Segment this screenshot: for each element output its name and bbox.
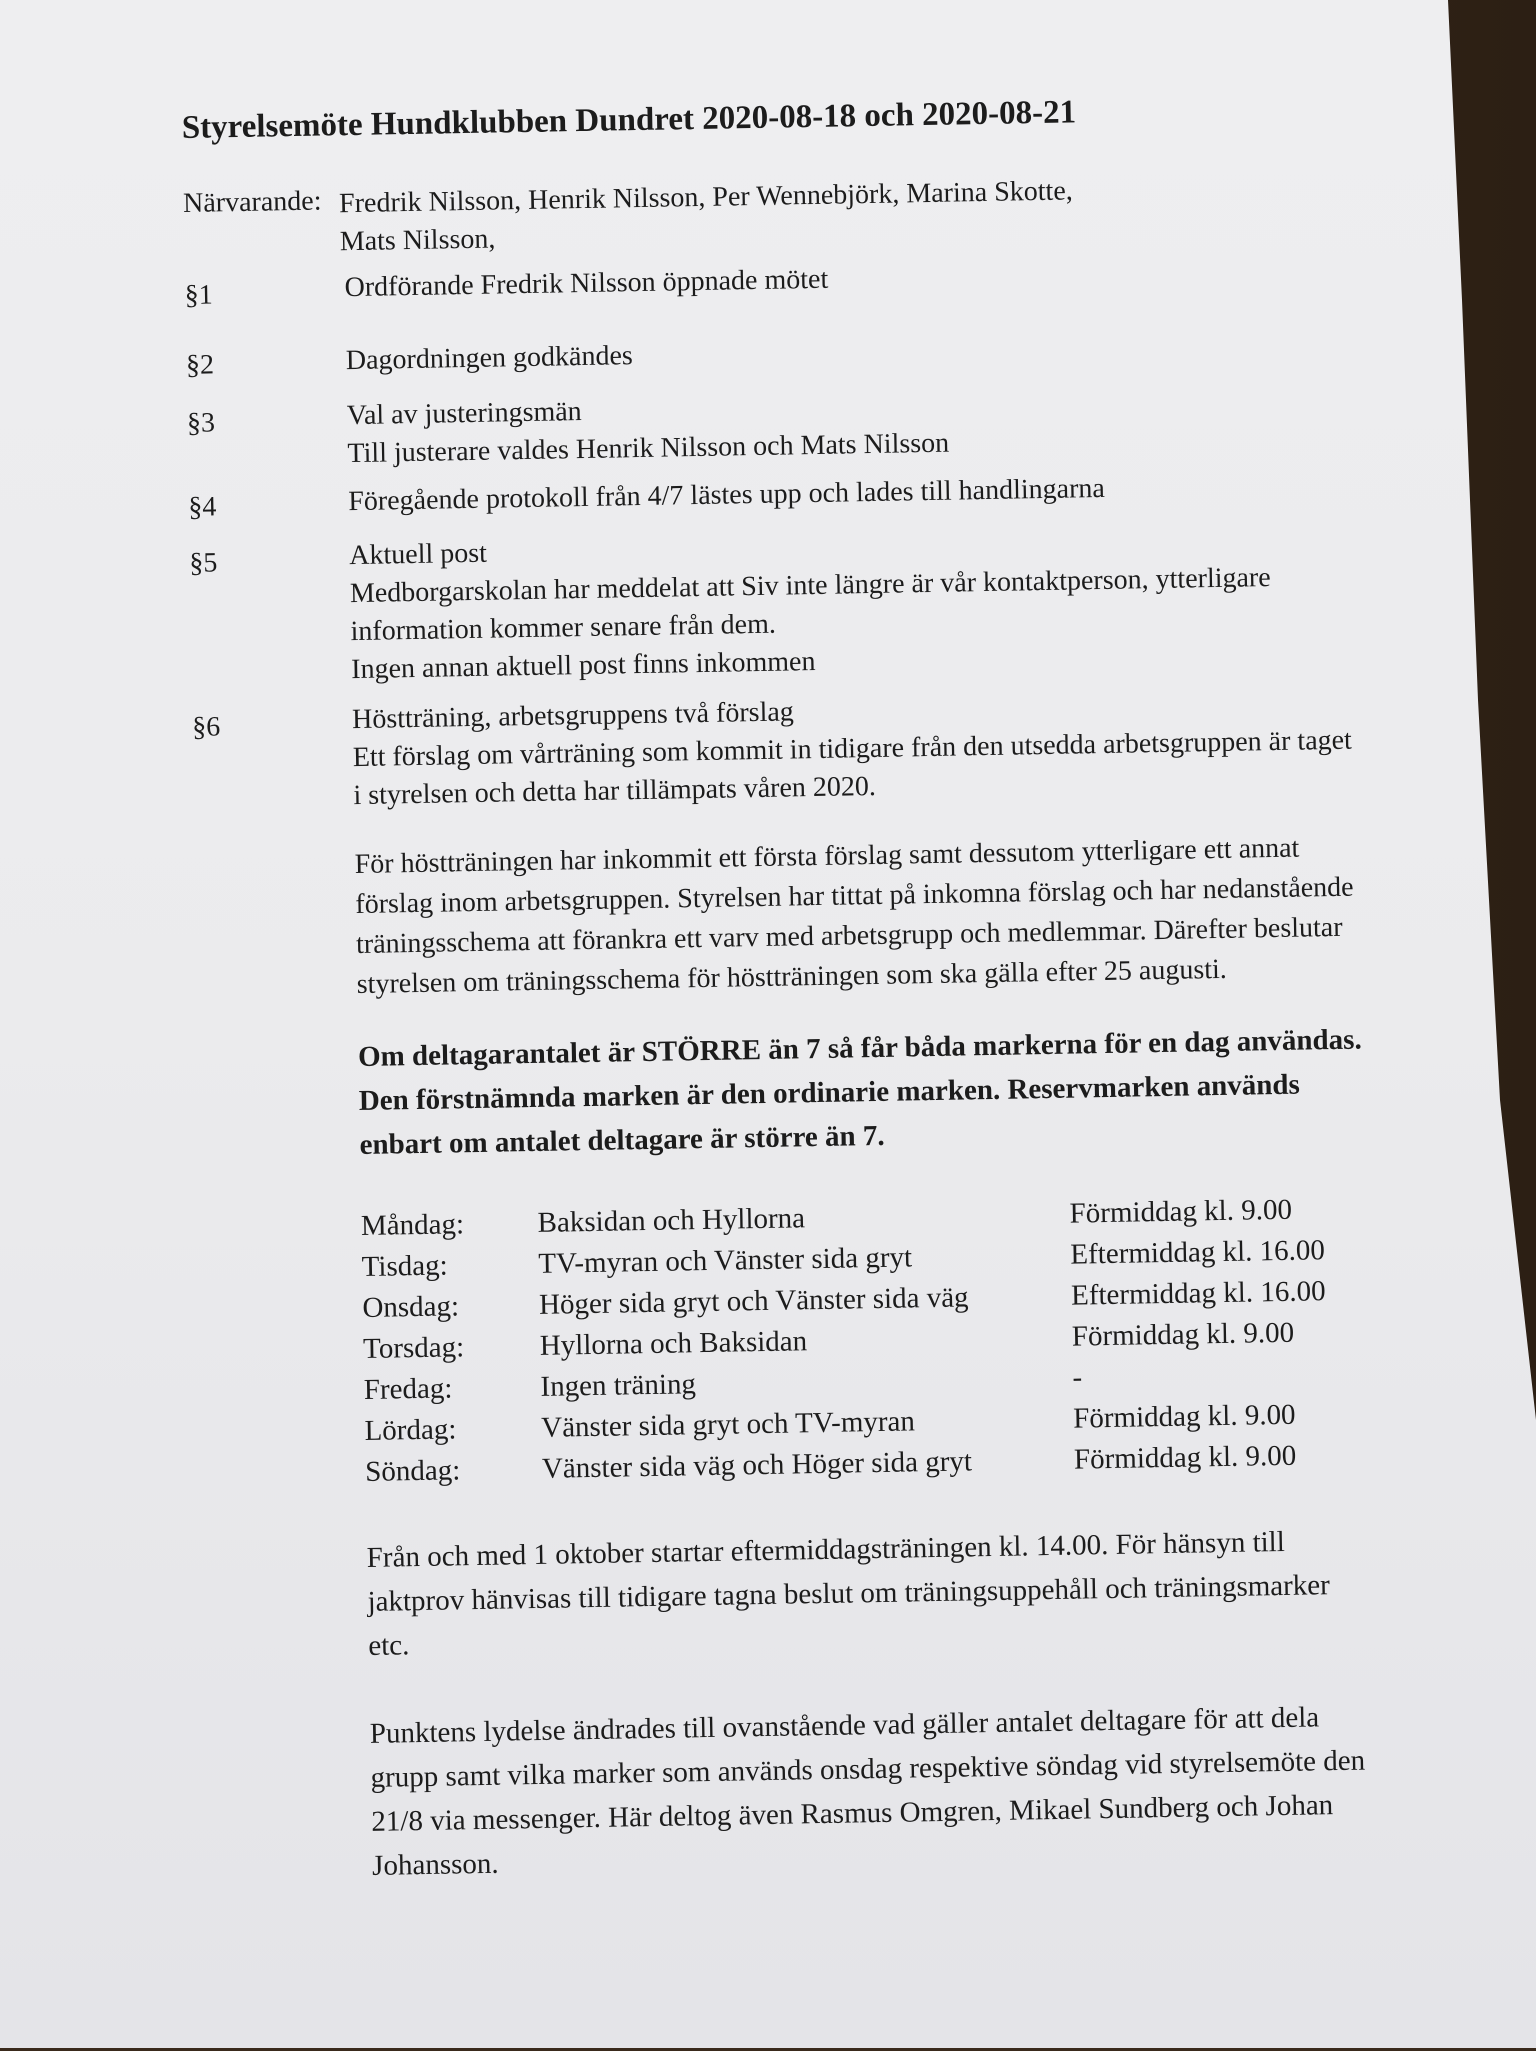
section-number-6: §6	[191, 711, 221, 743]
section-body-1	[344, 252, 1355, 308]
schedule-day: Onsdag:	[362, 1289, 460, 1324]
section-6-paragraph: För höstträningen har inkommit ett första förslag samt dessutom ytterligare ett annat förslag inom arbetsgruppen. Styrelsen har tittat på inkomna förslag och har nedanstående träningsschema att förankra ett varv med arbetsgrupp och medlemmar. Därefter beslutar styrelsen om träningsschema för höstträningen som ska gälla efter 25 augusti.	[354, 832, 1354, 1001]
after-schedule-paragraph-1: Från och med 1 oktober startar eftermiddagsträningen kl. 14.00. För hänsyn till jaktprov hänvisas till tidigare tagna beslut om träningsuppehåll och träningsmarker etc.	[366, 1525, 1331, 1662]
schedule-place: Ingen träning	[540, 1367, 697, 1403]
present-label: Närvarande:	[182, 185, 322, 219]
after-schedule-paragraph-2: Punktens lydelse ändrades till ovanstående vad gäller antalet deltagare för att dela grupp samt vilka marker som används onsdag respektive söndag vid styrelsemöte den 21/8 via messenger. Här deltog även Rasmus Omgren, Mikael Sundberg och Johan Johansson.	[369, 1701, 1366, 1882]
schedule-day: Fredag:	[363, 1371, 453, 1406]
section-number-1: §1	[184, 279, 213, 311]
schedule-time: Förmiddag kl. 9.00	[1073, 1439, 1297, 1476]
schedule-place: Baksidan och Hyllorna	[537, 1201, 806, 1239]
document-title: Styrelsemöte Hundklubben Dundret 2020-08-18 och 2020-08-21	[181, 94, 1077, 146]
section-6-line: Ett förslag om vårträning som kommit in tidigare från den utsedda arbetsgruppen är taget i styrelsen och detta har tillämpats våren 2020.	[352, 724, 1353, 812]
section-3-line: Till justerare valdes Henrik Nilsson och Mats Nilsson	[347, 427, 950, 470]
section-6-bold-note: Om deltagarantalet är STÖRRE än 7 så får båda markerna för en dag användas. Den förstnämnda marken är den ordinarie marken. Reservmarken används enbart om antalet deltagare är större än 7.	[357, 1023, 1362, 1162]
section-2-line: Dagordningen godkändes	[345, 340, 634, 377]
section-body-5	[349, 519, 1361, 689]
schedule-day: Söndag:	[364, 1453, 461, 1488]
section-6-heading: Höstträning, arbetsgruppens två förslag	[351, 696, 795, 736]
schedule-time: Eftermiddag kl. 16.00	[1070, 1233, 1326, 1271]
schedule-place: Hyllorna och Baksidan	[539, 1324, 808, 1362]
section-3-heading: Val av justeringsmän	[346, 396, 582, 432]
schedule-day: Lördag:	[364, 1412, 457, 1447]
present-names: Fredrik Nilsson, Henrik Nilsson, Per Wennebjörk, Marina Skotte, Mats Nilsson,	[338, 175, 1073, 258]
schedule-day: Måndag:	[360, 1207, 465, 1242]
section-body-2	[346, 325, 1357, 381]
section-5-line: Medborgarskolan har meddelat att Siv inte längre är vår kontaktperson, ytterligare information kommer senare från dem.	[349, 562, 1271, 648]
schedule-day: Torsdag:	[362, 1330, 465, 1365]
schedule-place: TV-myran och Vänster sida gryt	[538, 1240, 913, 1280]
schedule-time: Förmiddag kl. 9.00	[1069, 1193, 1293, 1230]
section-number-5: §5	[189, 547, 218, 579]
schedule-place: Vänster sida väg och Höger sida gryt	[541, 1444, 973, 1485]
schedule-time: -	[1072, 1360, 1083, 1394]
section-1-line: Ordförande Fredrik Nilsson öppnade mötet	[344, 263, 829, 304]
section-5-heading: Aktuell post	[349, 537, 488, 572]
section-number-4: §4	[188, 491, 217, 523]
schedule-time: Förmiddag kl. 9.00	[1072, 1398, 1296, 1435]
schedule-place: Vänster sida gryt och TV-myran	[540, 1404, 916, 1444]
schedule-day: Tisdag:	[361, 1249, 448, 1283]
section-5-line: Ingen annan aktuell post finns inkommen	[350, 645, 816, 686]
section-number-3: §3	[186, 407, 216, 439]
section-4-line: Föregående protokoll från 4/7 lästes upp och lades till handlingarna	[348, 472, 1106, 518]
section-body-4	[348, 465, 1359, 521]
section-body-3	[347, 380, 1358, 474]
schedule-time: Förmiddag kl. 9.00	[1071, 1316, 1295, 1353]
training-schedule-table	[361, 1187, 1376, 1492]
schedule-place: Höger sida gryt och Vänster sida väg	[538, 1280, 969, 1321]
section-number-2: §2	[185, 349, 215, 381]
section-body-6	[352, 683, 1383, 1887]
schedule-time: Eftermiddag kl. 16.00	[1070, 1274, 1326, 1312]
